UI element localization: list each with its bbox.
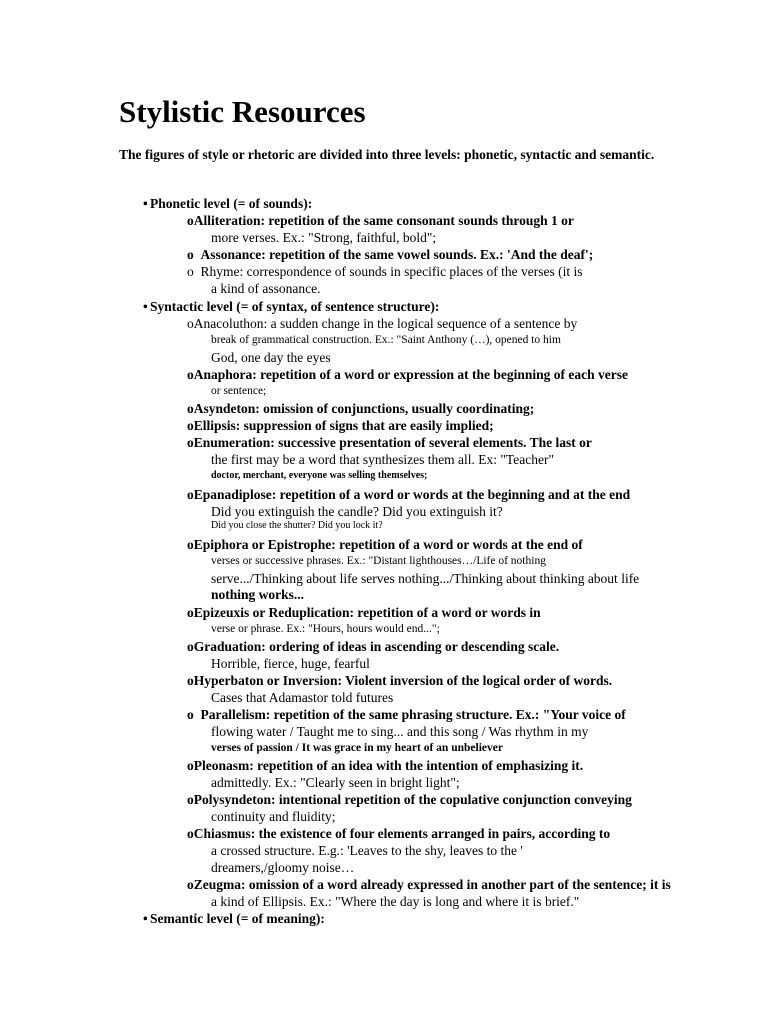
item-alliteration: oAlliteration: repetition of the same consonant sounds through 1 or	[187, 213, 574, 228]
item-assonance: o Assonance: repetition of the same vowel sounds. Ex.: 'And the deaf';	[187, 247, 594, 262]
item-continuation: verse or phrase. Ex.: "Hours, hours would end...";	[211, 623, 440, 635]
item-anaphora: oAnaphora: repetition of a word or expression at the beginning of each verse	[187, 367, 628, 382]
item-asyndeton: oAsyndeton: omission of conjunctions, usually coordinating;	[187, 401, 535, 416]
item-continuation: admittedly. Ex.: "Clearly seen in bright light";	[211, 775, 460, 790]
item-marker: o	[187, 316, 194, 331]
item-continuation: the first may be a word that synthesizes them all. Ex: "Teacher"	[211, 452, 554, 467]
item-continuation: verses of passion / It was grace in my heart of an unbeliever	[211, 742, 503, 754]
bullet-icon: •	[143, 911, 148, 926]
level-heading-semantic: • Semantic level (= of meaning):	[143, 911, 325, 926]
item-continuation: Did you extinguish the candle? Did you extinguish it?	[211, 504, 503, 519]
item-continuation: serve.../Thinking about life serves nothing.../Thinking about thinking about life	[211, 571, 640, 586]
item-marker: o	[187, 418, 194, 433]
item-chiasmus: oChiasmus: the existence of four elements arranged in pairs, according to	[187, 826, 611, 841]
bullet-icon: •	[143, 299, 148, 314]
item-marker: o	[187, 792, 194, 807]
item-marker: o	[187, 435, 194, 450]
item-continuation: doctor, merchant, everyone was selling themselves;	[211, 470, 428, 481]
item-anacoluthon: oAnacoluthon: a sudden change in the logical sequence of a sentence by	[187, 316, 578, 331]
item-graduation: oGraduation: ordering of ideas in ascending or descending scale.	[187, 639, 560, 654]
item-continuation: a kind of assonance.	[211, 281, 321, 296]
item-marker: o	[187, 877, 194, 892]
item-marker: o	[187, 247, 194, 262]
level-heading-syntactic: • Syntactic level (= of syntax, of sentence structure):	[143, 299, 440, 314]
item-continuation: verses or successive phrases. Ex.: "Distant lighthouses…/Life of nothing	[211, 555, 546, 567]
item-continuation: dreamers,/gloomy noise…	[211, 860, 355, 875]
intro-paragraph: The figures of style or rhetoric are divided into three levels: phonetic, syntactic and semantic.	[119, 147, 655, 162]
item-marker: o	[187, 758, 194, 773]
item-marker: o	[187, 707, 194, 722]
item-polysyndeton: oPolysyndeton: intentional repetition of the copulative conjunction conveying	[187, 792, 632, 807]
item-epizeuxis: oEpizeuxis or Reduplication: repetition of a word or words in	[187, 605, 541, 620]
item-continuation: more verses. Ex.: "Strong, faithful, bold";	[211, 230, 437, 245]
item-continuation: nothing works...	[211, 587, 305, 602]
item-continuation: continuity and fluidity;	[211, 809, 336, 824]
page-title: Stylistic Resources	[119, 94, 366, 129]
item-marker: o	[187, 605, 194, 620]
item-rhyme: o Rhyme: correspondence of sounds in specific places of the verses (it is	[187, 264, 583, 279]
item-marker: o	[187, 264, 194, 279]
item-marker: o	[187, 213, 194, 228]
item-continuation: break of grammatical construction. Ex.: "Saint Anthony (…), opened to him	[211, 334, 561, 346]
item-continuation: God, one day the eyes	[211, 350, 331, 365]
item-continuation: Horrible, fierce, huge, fearful	[211, 656, 370, 671]
level-heading-phonetic: • Phonetic level (= of sounds):	[143, 196, 313, 211]
item-epanadiplose: oEpanadiplose: repetition of a word or words at the beginning and at the end	[187, 487, 631, 502]
item-continuation: Cases that Adamastor told futures	[211, 690, 394, 705]
item-marker: o	[187, 401, 194, 416]
item-zeugma: oZeugma: omission of a word already expressed in another part of the sentence; it is	[187, 877, 671, 892]
item-epiphora: oEpiphora or Epistrophe: repetition of a word or words at the end of	[187, 537, 583, 552]
item-continuation: or sentence;	[211, 385, 267, 397]
item-hyperbaton: oHyperbaton or Inversion: Violent inversion of the logical order of words.	[187, 673, 613, 688]
item-marker: o	[187, 487, 194, 502]
item-continuation: flowing water / Taught me to sing... and this song / Was rhythm in my	[211, 724, 589, 739]
item-marker: o	[187, 367, 194, 382]
item-marker: o	[187, 639, 194, 654]
item-marker: o	[187, 673, 194, 688]
item-continuation: a crossed structure. E.g.: 'Leaves to the shy, leaves to the '	[211, 843, 523, 858]
item-continuation: Did you close the shutter? Did you lock it?	[211, 520, 383, 531]
item-pleonasm: oPleonasm: repetition of an idea with the intention of emphasizing it.	[187, 758, 584, 773]
item-marker: o	[187, 537, 194, 552]
item-enumeration: oEnumeration: successive presentation of several elements. The last or	[187, 435, 592, 450]
item-marker: o	[187, 826, 194, 841]
item-ellipsis: oEllipsis: suppression of signs that are easily implied;	[187, 418, 494, 433]
item-continuation: a kind of Ellipsis. Ex.: "Where the day is long and where it is brief."	[211, 894, 580, 909]
bullet-icon: •	[143, 196, 148, 211]
item-parallelism: o Parallelism: repetition of the same phrasing structure. Ex.: "Your voice of	[187, 707, 626, 722]
